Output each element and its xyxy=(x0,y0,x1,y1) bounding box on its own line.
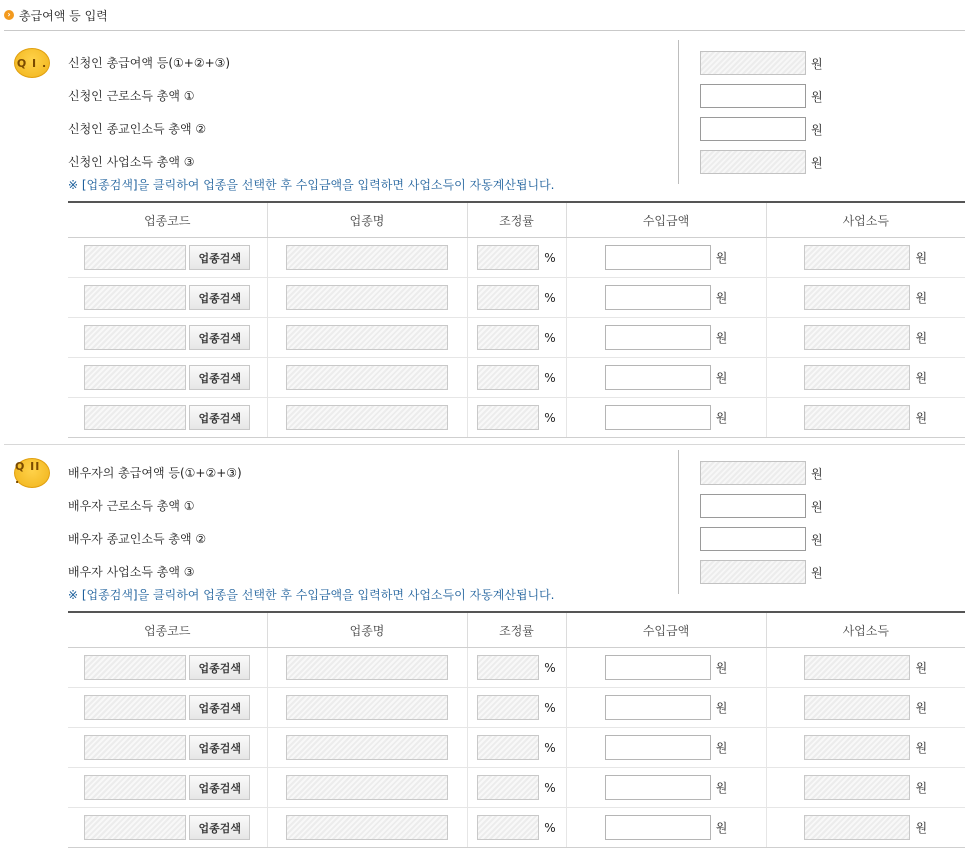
won-unit: 원 xyxy=(715,781,728,795)
business-income-output xyxy=(804,815,910,840)
industry-search-button[interactable]: 업종검색 xyxy=(189,285,250,310)
industry-name-input xyxy=(286,325,448,350)
industry-code-input xyxy=(84,405,186,430)
business-income-label: 배우자 사업소득 총액 ③ xyxy=(68,565,195,579)
won-unit: 원 xyxy=(715,701,728,715)
industry-code-input xyxy=(84,245,186,270)
business-income-output xyxy=(804,245,910,270)
religious-income-label: 신청인 종교인소득 총액 ② xyxy=(68,122,207,136)
won-unit: 원 xyxy=(811,566,823,580)
table-row xyxy=(68,318,965,358)
revenue-input[interactable] xyxy=(605,815,711,840)
adjustment-rate-input xyxy=(477,815,539,840)
won-unit: 원 xyxy=(715,411,728,425)
column-header: 업종명 xyxy=(267,202,467,238)
percent-unit: % xyxy=(544,660,556,675)
won-unit: 원 xyxy=(715,741,728,755)
business-income-table xyxy=(68,201,965,438)
earned-income-label: 배우자 근로소득 총액 ① xyxy=(68,499,195,513)
won-unit: 원 xyxy=(915,411,928,425)
industry-code-input xyxy=(84,285,186,310)
revenue-input[interactable] xyxy=(605,655,711,680)
adjustment-rate-input xyxy=(477,325,539,350)
section-divider xyxy=(4,444,965,445)
industry-code-input xyxy=(84,325,186,350)
business-income-output xyxy=(804,695,910,720)
industry-search-button[interactable]: 업종검색 xyxy=(189,695,250,720)
percent-unit: % xyxy=(544,820,556,835)
column-header: 조정률 xyxy=(467,612,566,648)
won-unit: 원 xyxy=(715,291,728,305)
business-income-input xyxy=(700,560,806,584)
industry-search-button[interactable]: 업종검색 xyxy=(189,365,250,390)
adjustment-rate-input xyxy=(477,245,539,270)
business-income-output xyxy=(804,655,910,680)
won-unit: 원 xyxy=(811,57,823,71)
business-income-input xyxy=(700,150,806,174)
total-amount-input xyxy=(700,51,806,75)
industry-name-input xyxy=(286,735,448,760)
business-income-output xyxy=(804,735,910,760)
revenue-input[interactable] xyxy=(605,405,711,430)
adjustment-rate-input xyxy=(477,285,539,310)
won-unit: 원 xyxy=(915,781,928,795)
industry-code-input xyxy=(84,655,186,680)
industry-code-input xyxy=(84,775,186,800)
business-income-output xyxy=(804,285,910,310)
revenue-input[interactable] xyxy=(605,365,711,390)
adjustment-rate-input xyxy=(477,695,539,720)
won-unit: 원 xyxy=(915,291,928,305)
table-row xyxy=(68,768,965,808)
revenue-input[interactable] xyxy=(605,325,711,350)
industry-search-button[interactable]: 업종검색 xyxy=(189,775,250,800)
table-row xyxy=(68,808,965,848)
won-unit: 원 xyxy=(915,821,928,835)
column-header: 조정률 xyxy=(467,202,566,238)
section-header xyxy=(4,6,108,24)
percent-unit: % xyxy=(544,290,556,305)
won-unit: 원 xyxy=(811,123,823,137)
industry-name-input xyxy=(286,695,448,720)
won-unit: 원 xyxy=(811,90,823,104)
percent-unit: % xyxy=(544,740,556,755)
won-unit: 원 xyxy=(811,533,823,547)
column-header: 수입금액 xyxy=(566,612,766,648)
total-amount-input xyxy=(700,461,806,485)
table-row xyxy=(68,278,965,318)
won-unit: 원 xyxy=(915,371,928,385)
percent-unit: % xyxy=(544,330,556,345)
bullet-icon: › xyxy=(4,10,14,20)
adjustment-rate-input xyxy=(477,405,539,430)
won-unit: 원 xyxy=(715,331,728,345)
industry-code-input xyxy=(84,365,186,390)
industry-search-button[interactable]: 업종검색 xyxy=(189,655,250,680)
total-amount-label: 신청인 총급여액 등(①+②+③) xyxy=(68,56,231,70)
percent-unit: % xyxy=(544,780,556,795)
won-unit: 원 xyxy=(915,331,928,345)
revenue-input[interactable] xyxy=(605,775,711,800)
industry-code-input xyxy=(84,695,186,720)
percent-unit: % xyxy=(544,250,556,265)
industry-name-input xyxy=(286,655,448,680)
industry-search-button[interactable]: 업종검색 xyxy=(189,245,250,270)
column-header: 수입금액 xyxy=(566,202,766,238)
adjustment-rate-input xyxy=(477,775,539,800)
earned-income-label: 신청인 근로소득 총액 ① xyxy=(68,89,195,103)
business-income-output xyxy=(804,775,910,800)
percent-unit: % xyxy=(544,370,556,385)
industry-search-button[interactable]: 업종검색 xyxy=(189,325,250,350)
revenue-input[interactable] xyxy=(605,245,711,270)
table-row xyxy=(68,398,965,438)
religious-income-input[interactable] xyxy=(700,527,806,551)
business-income-output xyxy=(804,365,910,390)
won-unit: 원 xyxy=(811,467,823,481)
header-divider xyxy=(4,30,965,31)
column-header: 사업소득 xyxy=(766,202,965,238)
earned-income-input[interactable] xyxy=(700,494,806,518)
revenue-input[interactable] xyxy=(605,735,711,760)
adjustment-rate-input xyxy=(477,365,539,390)
industry-code-input xyxy=(84,735,186,760)
question-badge: Q II . xyxy=(14,458,50,488)
business-income-output xyxy=(804,325,910,350)
business-income-output xyxy=(804,405,910,430)
table-row xyxy=(68,688,965,728)
won-unit: 원 xyxy=(715,371,728,385)
percent-unit: % xyxy=(544,700,556,715)
business-income-label: 신청인 사업소득 총액 ③ xyxy=(68,155,195,169)
question-badge: Q I . xyxy=(14,48,50,78)
total-amount-label: 배우자의 총급여액 등(①+②+③) xyxy=(68,466,242,480)
auto-calc-note: ※ [업종검색]을 클릭하여 업종을 선택한 후 수입금액을 입력하면 사업소득이 자동계산됩니다. xyxy=(68,588,555,602)
business-income-table xyxy=(68,611,965,848)
vertical-divider xyxy=(678,40,679,184)
industry-name-input xyxy=(286,245,448,270)
table-row xyxy=(68,648,965,688)
industry-name-input xyxy=(286,775,448,800)
revenue-input[interactable] xyxy=(605,695,711,720)
adjustment-rate-input xyxy=(477,655,539,680)
page-title: 총급여액 등 입력 xyxy=(19,8,108,23)
table-row xyxy=(68,728,965,768)
won-unit: 원 xyxy=(715,251,728,265)
industry-code-input xyxy=(84,815,186,840)
industry-name-input xyxy=(286,815,448,840)
column-header: 사업소득 xyxy=(766,612,965,648)
percent-unit: % xyxy=(544,410,556,425)
won-unit: 원 xyxy=(715,661,728,675)
industry-name-input xyxy=(286,285,448,310)
industry-search-button[interactable]: 업종검색 xyxy=(189,405,250,430)
vertical-divider xyxy=(678,450,679,594)
won-unit: 원 xyxy=(811,500,823,514)
table-row xyxy=(68,238,965,278)
industry-search-button[interactable]: 업종검색 xyxy=(189,815,250,840)
earned-income-input[interactable] xyxy=(700,84,806,108)
won-unit: 원 xyxy=(715,821,728,835)
auto-calc-note: ※ [업종검색]을 클릭하여 업종을 선택한 후 수입금액을 입력하면 사업소득이 자동계산됩니다. xyxy=(68,178,555,192)
table-row xyxy=(68,358,965,398)
industry-search-button[interactable]: 업종검색 xyxy=(189,735,250,760)
industry-name-input xyxy=(286,365,448,390)
column-header: 업종명 xyxy=(267,612,467,648)
religious-income-label: 배우자 종교인소득 총액 ② xyxy=(68,532,207,546)
won-unit: 원 xyxy=(811,156,823,170)
revenue-input[interactable] xyxy=(605,285,711,310)
religious-income-input[interactable] xyxy=(700,117,806,141)
won-unit: 원 xyxy=(915,661,928,675)
column-header: 업종코드 xyxy=(68,202,267,238)
column-header: 업종코드 xyxy=(68,612,267,648)
adjustment-rate-input xyxy=(477,735,539,760)
won-unit: 원 xyxy=(915,251,928,265)
won-unit: 원 xyxy=(915,741,928,755)
won-unit: 원 xyxy=(915,701,928,715)
industry-name-input xyxy=(286,405,448,430)
